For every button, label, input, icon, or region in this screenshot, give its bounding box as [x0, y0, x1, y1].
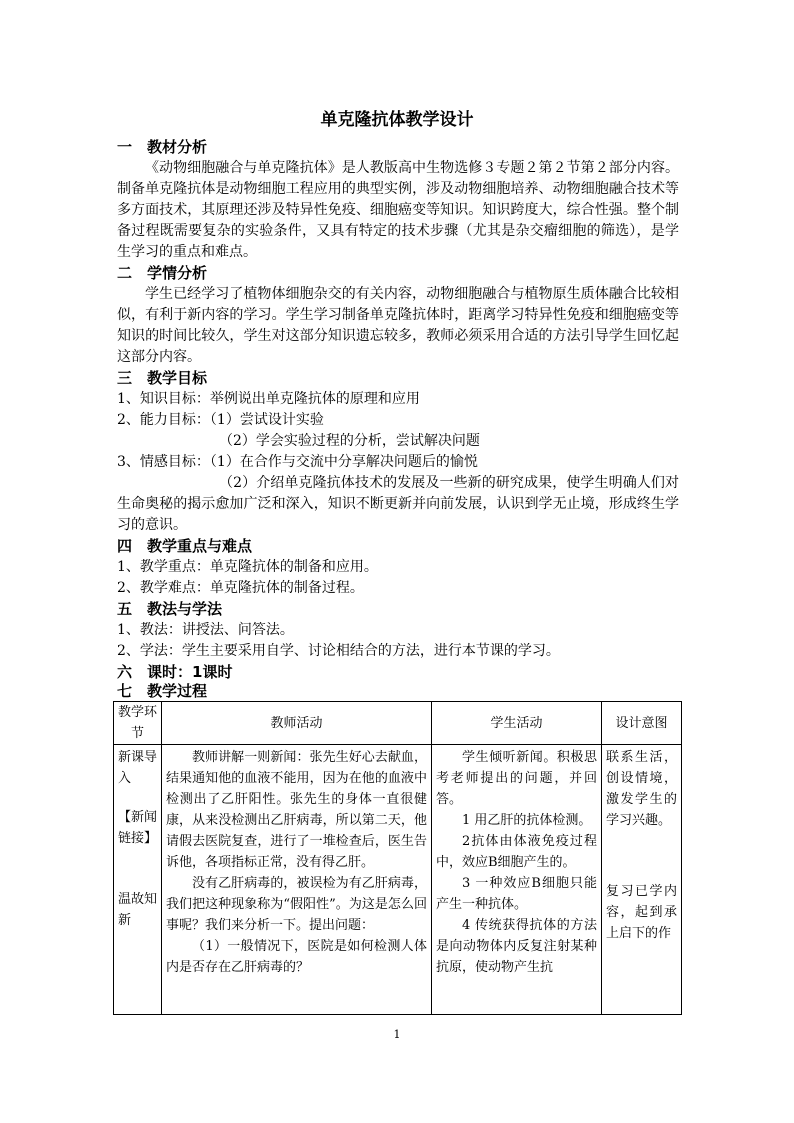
section-3-heading: 三 教学目标 [117, 369, 208, 387]
stage-intro: 新课导入 [118, 750, 158, 786]
section-5-heading: 五 教法与学法 [117, 600, 223, 618]
document-title: 单克隆抗体教学设计 [320, 110, 474, 130]
student-answer-2: 2抗体由体液免疫过程中，效应B细胞产生的。 [436, 834, 597, 870]
emotion-goal-1: 3、情感目标：（1）在合作与交流中分享解决问题后的愉悦 [117, 454, 478, 470]
teacher-activity-cell [162, 745, 432, 1015]
header-stage: 教学环节 [114, 702, 162, 745]
header-teacher: 教师活动 [162, 702, 432, 745]
page-number: 1 [393, 1028, 401, 1041]
header-intent: 设计意图 [602, 702, 682, 745]
teacher-news: 教师讲解一则新闻：张先生好心去献血，结果通知他的血液不能用，因为在他的血液中检测出了乙肝阳性。张先生的身体一直很健康，从来没检测出乙肝病毒，所以第二天，他请假去医院复查，进行了一堆检查后，医生告诉他，各项指标正常，没有得乙肝。 [166, 750, 427, 870]
knowledge-goal: 1、知识目标：举例说出单克隆抗体的原理和应用 [117, 391, 420, 407]
ability-goal-1: 2、能力目标：（1）尝试设计实验 [117, 412, 324, 428]
ability-goal-2: （2）学会实验过程的分析，尝试解决问题 [219, 433, 480, 449]
stage-cell [114, 745, 162, 1015]
table-header-row [114, 702, 682, 745]
student-listen: 学生倾听新闻。积极思考老师提出的问题，并回答。 [436, 750, 597, 807]
section-2-paragraph: 学生已经学习了植物体细胞杂交的有关内容，动物细胞融合与植物原生质体融合比较相似，有利于新内容的学习。学生学习制备单克隆抗体时，距离学习特异性免疫和细胞癌变等知识的时间比较久，学生对这部分知识遗忘较多，教师必须采用合适的方法引导学生回忆起这部分内容。 [117, 286, 679, 365]
section-6-heading: 六 课时：1课时 [117, 663, 233, 681]
header-student: 学生活动 [432, 702, 602, 745]
emotion-goal-2: （2）介绍单克隆抗体技术的发展及一些新的研究成果，使学生明确人们对生命奥秘的揭示愈加广泛和深入，知识不断更新并向前发展，认识到学无止境，形成终生学习的意识。 [117, 475, 679, 533]
section-1-heading: 一 教材分析 [117, 138, 208, 156]
teaching-method: 1、教法：讲授法、问答法。 [117, 622, 294, 638]
student-answer-1: 1 用乙肝的抗体检测。 [462, 813, 592, 828]
section-1-paragraph: 《动物细胞融合与单克隆抗体》是人教版高中生物选修３专题２第２节第２部分内容。制备单克隆抗体是动物细胞工程应用的典型实例，涉及动物细胞培养、动物细胞融合技术等多方面技术，其原理还涉及特异性免疫、细胞癌变等知识。知识跨度大，综合性强。整个制备过程既需要复杂的实验条件，又具有特定的技术步骤（尤其是杂交瘤细胞的筛选），是学生学习的重点和难点。 [117, 160, 679, 260]
student-activity-cell [432, 745, 602, 1015]
teaching-focus: 1、教学重点：单克隆抗体的制备和应用。 [117, 559, 378, 575]
table-row [114, 745, 682, 1015]
design-intent-cell [602, 745, 682, 1015]
section-7-heading: 七 教学过程 [117, 682, 208, 700]
intent-interest: 联系生活，创设情境，激发学生的学习兴趣。 [606, 750, 677, 828]
teaching-process-table [113, 701, 682, 1015]
section-2-heading: 二 学情分析 [117, 264, 208, 282]
learning-method: 2、学法：学生主要采用自学、讨论相结合的方法，进行本节课的学习。 [117, 643, 560, 659]
student-answer-3: 3 一种效应B细胞只能产生一种抗体。 [436, 876, 597, 912]
section-4-heading: 四 教学重点与难点 [117, 537, 253, 555]
stage-review: 温故知新 [118, 892, 158, 928]
stage-news-tag: 【新闻链接】 [118, 810, 158, 846]
teacher-false-positive: 没有乙肝病毒的，被误检为有乙肝病毒，我们把这种现象称为“假阳性”。为这是怎么回事呢？我们来分析一下。提出问题： [166, 876, 427, 933]
teaching-difficulty: 2、教学难点：单克隆抗体的制备过程。 [117, 580, 364, 596]
intent-review: 复习已学内容，起到承上启下的作 [606, 884, 677, 941]
student-answer-4: 4 传统获得抗体的方法是向动物体内反复注射某种抗原，使动物产生抗 [436, 918, 597, 975]
teacher-question-1: （1）一般情况下，医院是如何检测人体内是否存在乙肝病毒的？ [166, 939, 427, 975]
